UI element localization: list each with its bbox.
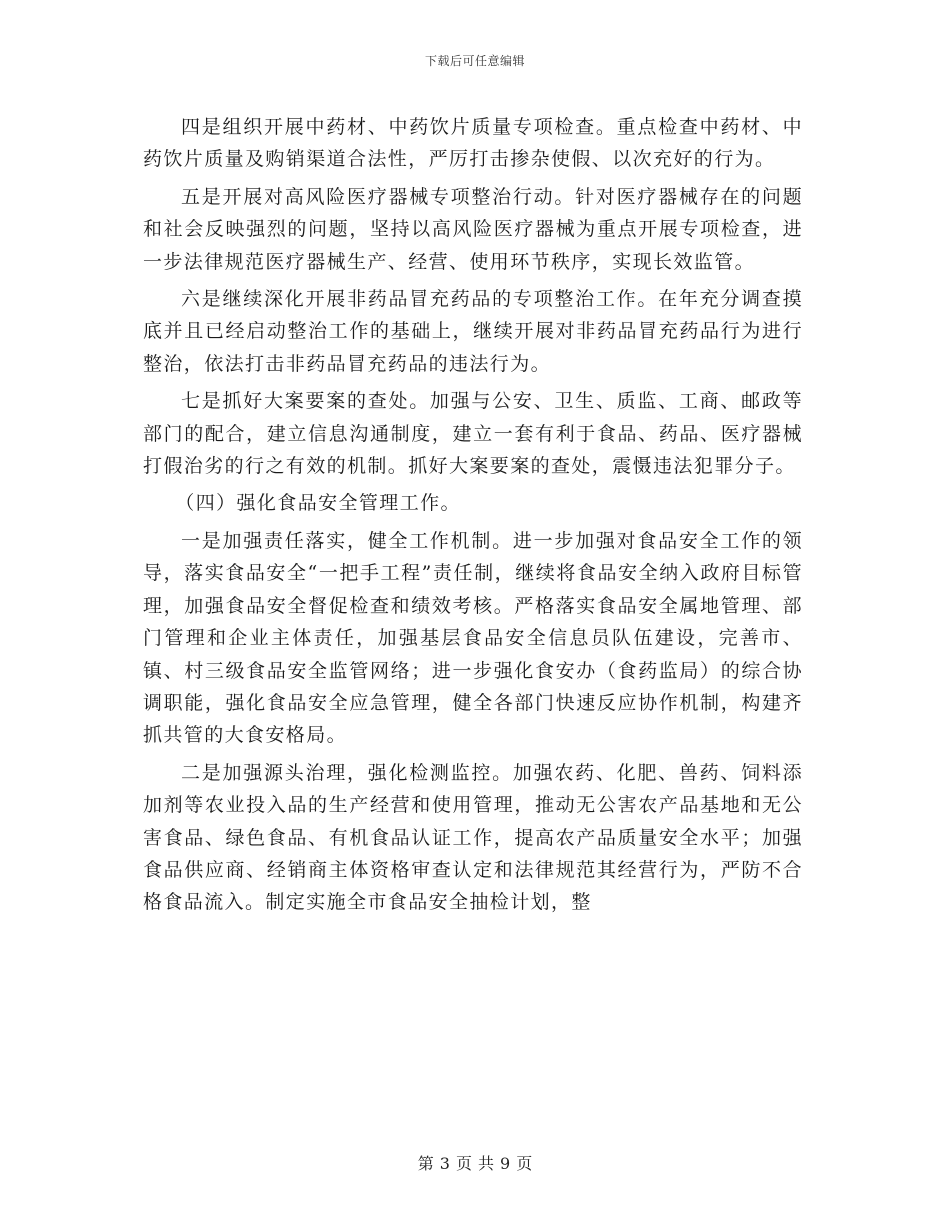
footer-page-word: 页 xyxy=(455,1154,472,1173)
page-footer xyxy=(0,1151,950,1174)
paragraph-item-4: 四是组织开展中药材、中药饮片质量专项检查。重点检查中药材、中药饮片质量及购销渠道合法性，严厉打击掺杂使假、以次充好的行为。 xyxy=(143,116,803,171)
paragraph-item-1: 一是加强责任落实，健全工作机制。进一步加强对食品安全工作的领导，落实食品安全“一把手工程”责任制，继续将食品安全纳入政府目标管理，加强食品安全督促检查和绩效考核。严格落实食品安全属地管理、部门管理和企业主体责任，加强基层食品安全信息员队伍建设，完善市、镇、村三级食品安全监管网络；进一步强化食安办（食药监局）的综合协调职能，强化食品安全应急管理，健全各部门快速反应协作机制，构建齐抓共管的大食安格局。 xyxy=(143,529,803,747)
paragraph-item-7: 七是抓好大案要案的查处。加强与公安、卫生、质监、工商、邮政等部门的配合，建立信息沟通制度，建立一套有利于食品、药品、医疗器械打假治劣的行之有效的机制。抓好大案要案的查处，震慑违法犯罪分子。 xyxy=(143,390,803,478)
section-heading: （四）强化食品安全管理工作。 xyxy=(175,492,461,515)
page-header: 下载后可任意编辑 xyxy=(424,54,525,68)
footer-total-label: 共 xyxy=(478,1154,495,1173)
paragraph-item-5: 五是开展对高风险医疗器械专项整治行动。针对医疗器械存在的问题和社会反映强烈的问题，坚持以高风险医疗器械为重点开展专项检查，进一步法律规范医疗器械生产、经营、使用环节秩序，实现长效监管。 xyxy=(143,185,803,273)
document-body xyxy=(143,111,803,924)
footer-prefix: 第 xyxy=(417,1154,434,1173)
paragraph-item-6: 六是继续深化开展非药品冒充药品的专项整治工作。在年充分调查摸底并且已经启动整治工作的基础上，继续开展对非药品冒充药品行为进行整治，依法打击非药品冒充药品的违法行为。 xyxy=(143,288,803,375)
paragraph-item-2: 二是加强源头治理，强化检测监控。加强农药、化肥、兽药、饲料添加剂等农业投入品的生产经营和使用管理，推动无公害农产品基地和无公害食品、绿色食品、有机食品认证工作，提高农产品质量安全水平；加强食品供应商、经销商主体资格审查认定和法律规范其经营行为，严防不合格食品流入。制定实施全市食品安全抽检计划，整 xyxy=(143,761,803,914)
page-number: 3 xyxy=(439,1154,450,1173)
footer-suffix: 页 xyxy=(516,1154,533,1173)
total-pages: 9 xyxy=(500,1154,511,1173)
